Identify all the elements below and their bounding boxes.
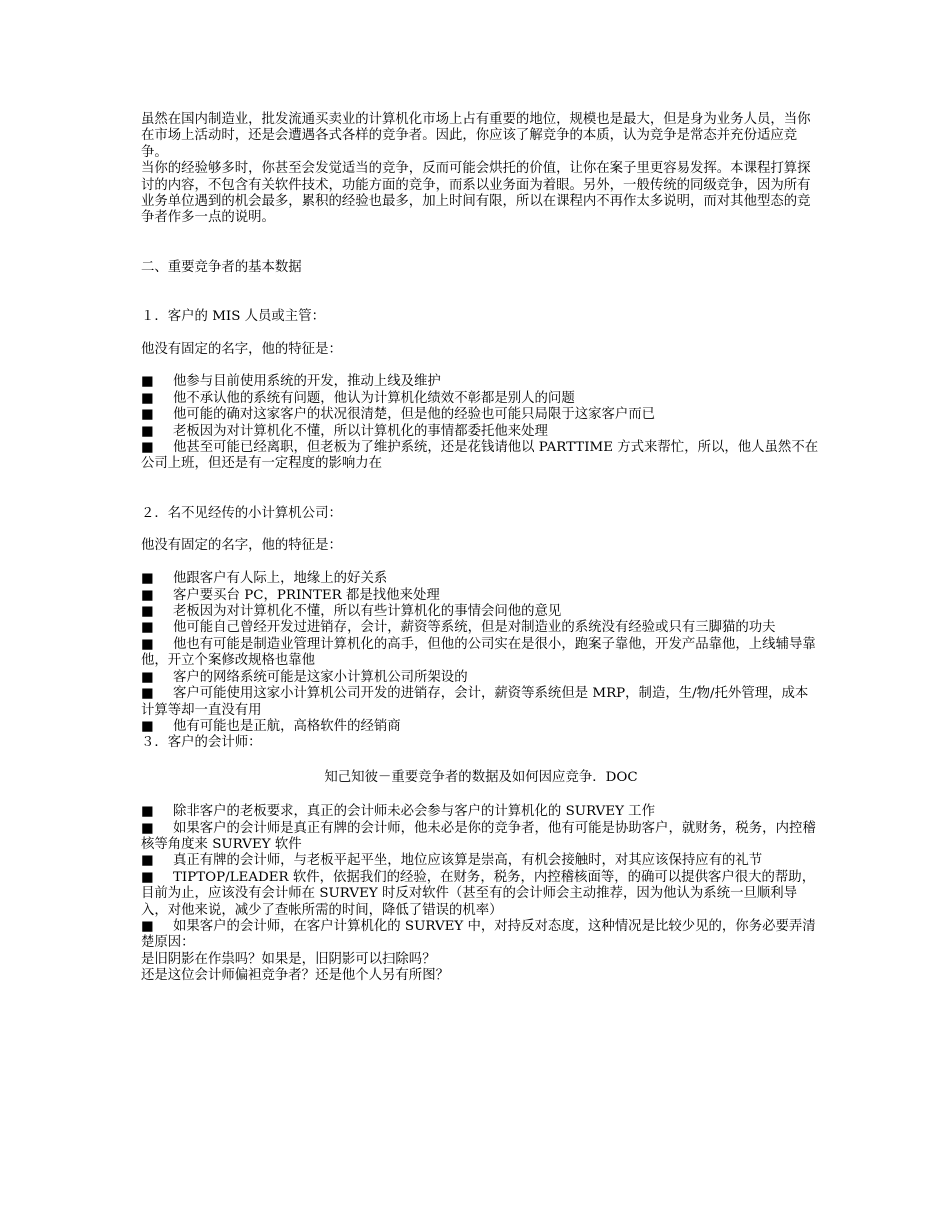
square-bullet-icon: ■ [141, 820, 154, 836]
list-item: ■ 他可能的确对这家客户的状况很清楚，但是他的经验也可能只局限于这家客户而已 [141, 407, 656, 423]
sub2-bullet-list [141, 571, 821, 735]
square-bullet-icon: ■ [141, 669, 154, 685]
square-bullet-icon: ■ [141, 918, 154, 934]
document-page [141, 112, 821, 985]
square-bullet-icon: ■ [141, 604, 154, 620]
square-bullet-icon: ■ [141, 804, 154, 820]
square-bullet-icon: ■ [141, 869, 154, 885]
square-bullet-icon: ■ [141, 853, 154, 869]
section-title: 二、重要竞争者的基本数据 [141, 259, 302, 275]
sub2-title: ２．名不见经传的小计算机公司： [141, 505, 342, 521]
sub1-bullet-list [141, 374, 821, 472]
sub1-lead: 他没有固定的名字，他的特征是： [141, 341, 342, 357]
sub3-bullet-list [141, 804, 821, 952]
list-item: ■ 他跟客户有人际上，地缘上的好关系 [141, 571, 388, 587]
square-bullet-icon: ■ [141, 374, 154, 390]
square-bullet-icon: ■ [141, 407, 154, 423]
intro-paragraph-2: 当你的经验够多时，你甚至会发觉适当的竞争，反而可能会烘托的价值，让你在案子里更容易发挥。本课程打算探讨的内容，不包含有关软件技术，功能方面的竞争，而系以业务面为着眼。另外，一般传统的同级竞争，因为所有业务单位遇到的机会最多，累积的经验也最多，加上时间有限，所以在课程内不再作太多说明，而对其他型态的竞争者作多一点的说明。 [141, 161, 811, 226]
sub2-lead: 他没有固定的名字，他的特征是： [141, 538, 342, 554]
square-bullet-icon: ■ [141, 571, 154, 587]
list-item: ■ 除非客户的老板要求，真正的会计师未必会参与客户的计算机化的 SURVEY 工作 [141, 804, 655, 820]
list-item: ■ 他也有可能是制造业管理计算机化的高手，但他的公司实在是很小，跑案子靠他，开发产品靠他，上线辅导靠他，开立个案修改规格也靠他 [141, 636, 816, 669]
sub3-title: ３．客户的会计师： [141, 735, 262, 751]
list-item: ■ 客户要买台 PC，PRINTER 都是找他来处理 [141, 587, 440, 603]
list-item: ■ 如果客户的会计师，在客户计算机化的 SURVEY 中，对持反对态度，这种情况是比较少见的，你务必要弄清楚原因： [141, 918, 816, 951]
square-bullet-icon: ■ [141, 718, 154, 734]
list-item: ■ 他参与目前使用系统的开发，推动上线及维护 [141, 374, 441, 390]
list-item: ■ 客户可能使用这家小计算机公司开发的进销存，会计，薪资等系统但是 MRP，制造，生/物/托外管理，成本计算等却一直没有用 [141, 686, 809, 718]
square-bullet-icon: ■ [141, 423, 154, 439]
list-item: ■ 老板因为对计算机化不懂，所以有些计算机化的事情会问他的意见 [141, 604, 562, 620]
square-bullet-icon: ■ [141, 620, 154, 636]
list-item: ■ 他有可能也是正航，高格软件的经销商 [141, 718, 401, 734]
list-item: ■ 他甚至可能已经离职，但老板为了维护系统，还是花钱请他以 PARTTIME 方式来帮忙，所以，他人虽然不在公司上班，但还是有一定程度的影响力在 [141, 440, 819, 472]
sub3-tail-line-1: 是旧阴影在作祟吗？如果是，旧阴影可以扫除吗？ [141, 951, 436, 967]
list-item: ■ 客户的网络系统可能是这家小计算机公司所架设的 [141, 669, 468, 685]
intro-paragraph-1: 虽然在国内制造业，批发流通买卖业的计算机化市场上占有重要的地位，规模也是最大，但是身为业务人员，当你在市场上活动时，还是会遭遇各式各样的竞争者。因此，你应该了解竞争的本质，认为竞争是常态并充份适应竞争。 [141, 112, 811, 160]
sub1-title: １．客户的 MIS 人员或主管： [141, 308, 325, 324]
list-item: ■ 真正有牌的会计师，与老板平起平坐，地位应该算是崇高，有机会接触时，对其应该保持应有的礼节 [141, 853, 763, 869]
list-item: ■ 他不承认他的系统有问题，他认为计算机化绩效不彰都是别人的问题 [141, 390, 575, 406]
page-footer-filename: 知己知彼－重要竞争者的数据及如何因应竞争．DOC [324, 769, 638, 785]
list-item: ■ 他可能自己曾经开发过进销存，会计，薪资等系统，但是对制造业的系统没有经验或只有三脚猫的功夫 [141, 620, 776, 636]
list-item: ■ 老板因为对计算机化不懂，所以计算机化的事情都委托他来处理 [141, 423, 548, 439]
list-item: ■ 如果客户的会计师是真正有牌的会计师，他未必是你的竞争者，他有可能是协助客户，就财务，税务，内控稽核等角度来 SURVEY 软件 [141, 820, 816, 852]
square-bullet-icon: ■ [141, 390, 154, 406]
square-bullet-icon: ■ [141, 440, 154, 456]
square-bullet-icon: ■ [141, 686, 154, 702]
square-bullet-icon: ■ [141, 636, 154, 652]
list-item: ■ TIPTOP/LEADER 软件，依据我们的经验，在财务，税务，内控稽核面等，的确可以提供客户很大的帮助，目前为止，应该没有会计师在 SURVEY 时反对软件（甚至有的会计师会主动推荐，因为他认为系统一旦顺利导入，对他来说，减少了查帐所需的时间，降低了错误的机率） [141, 869, 816, 918]
square-bullet-icon: ■ [141, 587, 154, 603]
sub3-tail-line-2: 还是这位会计师偏袒竞争者？还是他个人另有所图？ [141, 968, 449, 984]
